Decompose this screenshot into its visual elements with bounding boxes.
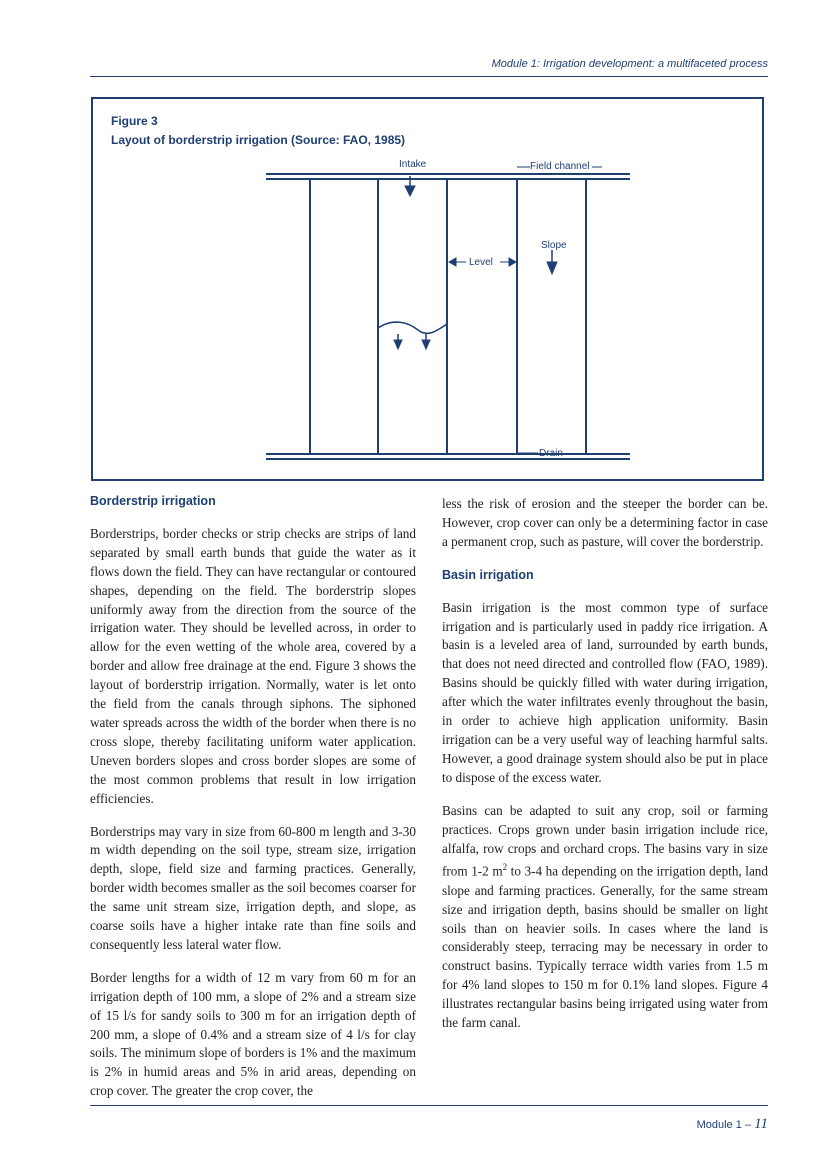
flow-arrow-icon <box>394 340 402 349</box>
section-heading-basin: Basin irrigation <box>442 567 534 582</box>
header-rule <box>90 76 768 77</box>
paragraph-continuation: less the risk of erosion and the steeper the border can be. However, crop cover can only be a determining factor in case a permanent crop, such as pasture, will cover the borderstrip. <box>442 496 768 549</box>
level-arrow-left-icon <box>449 258 456 266</box>
borderstrip-diagram <box>258 150 638 466</box>
left-column <box>90 492 416 1115</box>
slope-label: Slope <box>541 240 567 251</box>
intake-label: Intake <box>399 159 427 170</box>
page-number: 11 <box>754 1116 768 1132</box>
paragraph <box>442 802 768 1033</box>
paragraph: Borderstrips, border checks or strip checks are strips of land separated by small earth bunds that guide the water as it flows down the field. They can have rectangular or contoured shapes, depending on the field. The borderstrip slopes uniformly away from the direction from the source of the irrigation water. They should be levelled across, in order to allow for the even wetting of the whole area, covered by a border and allow free drainage at the end. Figure 3 shows the layout of borderstrip irrigation. Normally, water is let onto the field from the canals through siphons. The siphoned water spreads across the width of the border when there is no cross slope, thereby facilitating uniform water application. Uneven borders slopes and cross border slopes are some of the most common problems that result in low irrigation efficiencies. <box>90 525 416 806</box>
superscript: 2 <box>502 862 508 873</box>
drain-label: Drain <box>539 448 563 459</box>
level-label: Level <box>469 257 493 268</box>
field-channel-label: Field channel <box>530 161 590 172</box>
flow-arrow-icon <box>422 340 430 349</box>
section-heading-borderstrip: Borderstrip irrigation <box>90 494 216 508</box>
wetting-front <box>378 322 447 333</box>
text-run: Basins can be adapted to suit any crop, soil or farming practices. Crops grown under basin irrigation include rice, alfalfa, row crops and orchard crops. The basins vary in size from 1-2 m <box>442 802 768 879</box>
figure-caption: Layout of borderstrip irrigation (Source: FAO, 1985) <box>111 133 406 147</box>
page-footer <box>697 1116 768 1133</box>
right-column <box>442 495 768 1047</box>
slope-arrow-icon <box>547 262 557 274</box>
footer-rule <box>90 1105 768 1106</box>
text-run: to 3-4 ha depending on the irrigation depth, land slope and farming practices. Generally, for the same stream size and irrigation depth, basins should be smaller on light soils than on heavier soils. In cases where the land is considerably steep, terracing may be necessary in order to construct basins. Typically terrace width varies from 1.5 m for 4% land slopes to 150 m for 0.1% land slopes. Figure 4 illustrates rectangular basins being irrigated using water from the farm canal. <box>442 863 768 1031</box>
footer-module: Module 1 <box>696 1119 742 1131</box>
intake-arrow-icon <box>405 186 415 196</box>
paragraph: Border lengths for a width of 12 m vary from 60 m for an irrigation depth of 100 mm, a slope of 2% and a stream size of 15 l/s for sandy soils to 300 m for an irrigation depth of 200 mm, a slope of 0.4% and a stream size of 4 l/s for clay soils. The minimum slope of borders is 1% and the maximum is 2% in humid areas and 5% in arid areas, depending on crop cover. The greater the crop cover, the <box>90 969 416 1099</box>
level-arrow-right-icon <box>509 258 516 266</box>
figure-number: Figure 3 <box>111 114 158 128</box>
footer-dash: – <box>744 1119 752 1131</box>
paragraph: Basin irrigation is the most common type of surface irrigation and is particularly used in paddy rice irrigation. A basin is a leveled area of land, surrounded by earth bunds, that does not need directed and controlled flow (FAO, 1989). Basins should be quickly filled with water during irrigation, after which the water infiltrates evenly throughout the basin, in order to achieve high application uniformity. Basin irrigation can be a very useful way of leaching harmful salts. However, a good drainage system should also be put in place to dispose of the excess water. <box>442 599 768 785</box>
running-header: Module 1: Irrigation development: a multifaceted process <box>491 58 768 70</box>
paragraph: Borderstrips may vary in size from 60-800 m length and 3-30 m width depending on the soil type, stream size, irrigation depth, slope, field size and farming practices. Generally, border width becomes smaller as the soil becomes coarser for the same unit stream size, irrigation depth, and slope, as coarse soils have a higher intake rate than fine soils and consequently less lateral water flow. <box>90 823 416 952</box>
